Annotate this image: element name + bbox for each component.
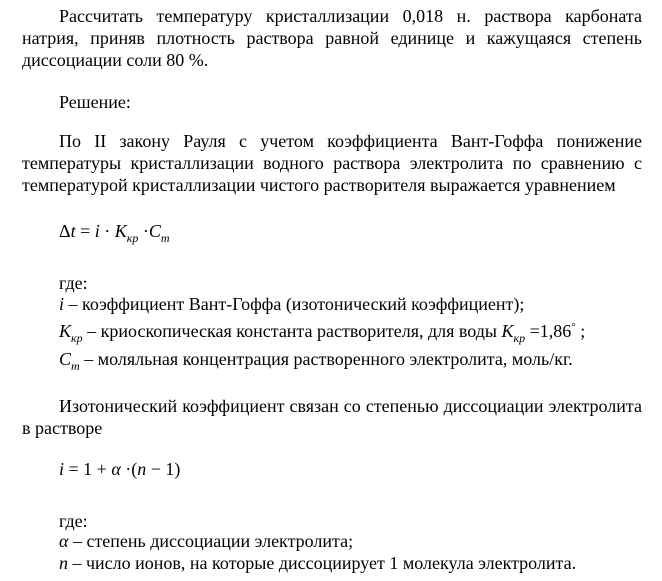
where-label-1: где: — [59, 273, 88, 293]
definition-alpha: α – степень диссоциации электролита; — [59, 531, 354, 551]
solution-heading: Решение: — [59, 92, 131, 112]
where-label-2: где: — [59, 511, 88, 531]
problem-block — [22, 5, 642, 71]
formula-delta-t-expr: $\Delta t = i \cdot K_{кр} \cdot C_m$ — [59, 221, 170, 245]
paragraph-isotonic-text: Изотонический коэффициент связан со степенью диссоциации электролита в растворе — [22, 396, 642, 438]
paragraph-raoult — [22, 130, 642, 196]
definition-i: i – коэффициент Вант-Гоффа (изотонический коэффициент); — [59, 294, 525, 314]
paragraph-isotonic — [22, 395, 642, 439]
formula-isotonic-expr: i = 1 + α ·(n − 1) — [59, 459, 181, 479]
definition-n: n – число ионов, на которые диссоциирует 1 молекула электролита. — [59, 553, 577, 573]
problem-text: Рассчитать температуру кристаллизации 0,018 н. раствора карбоната натрия, приняв плотность раствора равной единице и кажущаяся степень диссоциации соли 80 %. — [22, 6, 642, 70]
solution-block — [22, 91, 642, 113]
definition-k: $K_{кр}$ – криоскопическая константа растворителя, для воды $K_{кр} =1,86^\circ$ ; — [59, 321, 586, 345]
definition-c: $C_m$ – моляльная концентрация растворенного электролита, моль/кг. — [59, 349, 573, 373]
paragraph-raoult-text: По II закону Рауля с учетом коэффициента Вант-Гоффа понижение температуры кристаллизации водного раствора электролита по сравнению с температурой кристаллизации чистого растворителя выражается уравнением — [22, 131, 642, 195]
